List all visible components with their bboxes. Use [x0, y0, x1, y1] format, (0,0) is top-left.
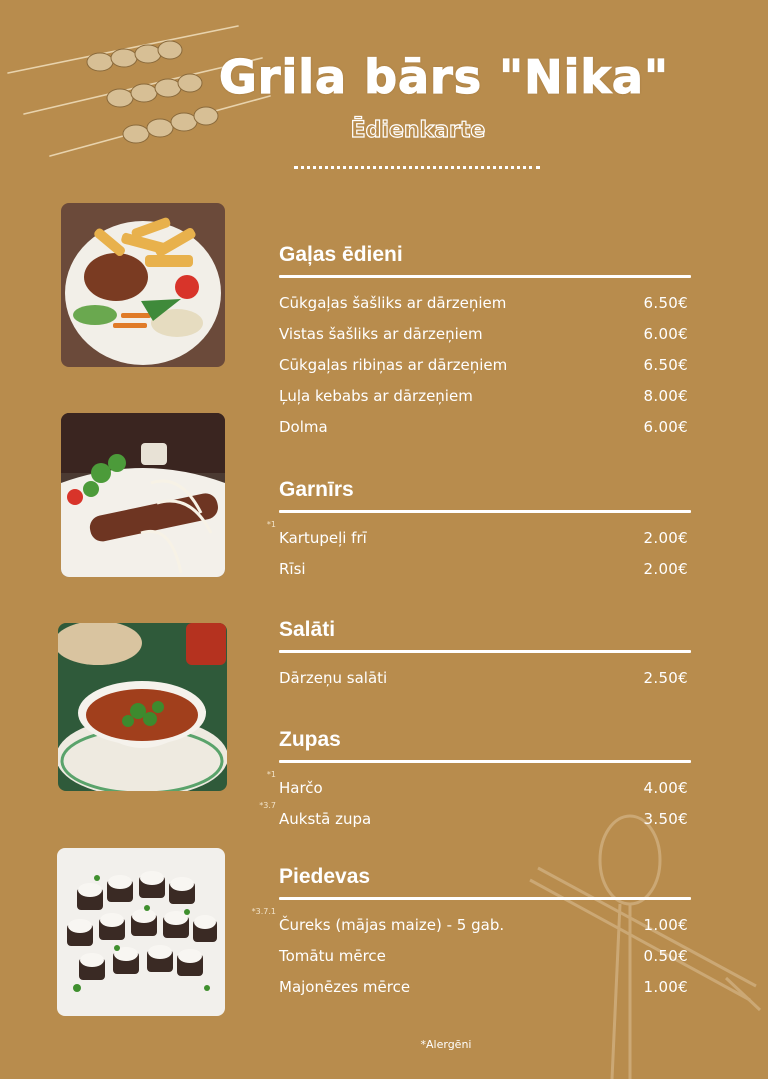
- item-price: 2.00€: [643, 560, 688, 578]
- dotted-divider: [294, 166, 540, 169]
- section-title: Garnīrs: [279, 478, 354, 501]
- item-name: Vistas šašliks ar dārzeņiem: [279, 325, 483, 343]
- menu-section: [259, 727, 691, 835]
- menu-section: [251, 864, 691, 1003]
- item-price: 2.50€: [643, 669, 688, 687]
- section-divider: [279, 275, 691, 278]
- menu-item: [279, 972, 691, 1003]
- section-divider: [279, 650, 691, 653]
- menu-item: [279, 412, 691, 443]
- item-price: 6.00€: [643, 418, 688, 436]
- item-price: 0.50€: [643, 947, 688, 965]
- menu-section: [279, 617, 691, 694]
- item-name: Cūkgaļas šašliks ar dārzeņiem: [279, 294, 507, 312]
- item-price: 4.00€: [643, 779, 688, 797]
- menu-item: [279, 381, 691, 412]
- menu-item: [279, 554, 691, 585]
- allergen-mark: *1: [266, 520, 276, 529]
- section-title: Piedevas: [279, 865, 371, 888]
- menu-item: [279, 319, 691, 350]
- item-price: 1.00€: [643, 978, 688, 996]
- menu-section: [266, 477, 691, 585]
- item-price: 6.50€: [643, 294, 688, 312]
- menu-section: [279, 242, 691, 443]
- item-name: Kartupeļi frī: [279, 529, 367, 547]
- menu-item: [279, 350, 691, 381]
- item-name: Tomātu mērce: [279, 947, 386, 965]
- item-price: 6.00€: [643, 325, 688, 343]
- menu-item: [251, 907, 691, 941]
- item-price: 6.50€: [643, 356, 688, 374]
- menu-item: [279, 288, 691, 319]
- item-name: Aukstā zupa: [279, 810, 372, 828]
- soup-bowl-photo: [58, 623, 227, 791]
- allergen-mark: *1: [266, 770, 276, 779]
- section-title: Salāti: [279, 618, 336, 641]
- menu-item: [279, 941, 691, 972]
- item-price: 2.00€: [643, 529, 688, 547]
- section-divider: [279, 760, 691, 763]
- item-name: Harčo: [279, 779, 323, 797]
- section-items: [279, 288, 691, 443]
- section-items: [279, 663, 691, 694]
- section-items: [266, 520, 691, 585]
- page-subtitle: Ēdienkarte: [350, 118, 486, 143]
- item-name: Ļuļa kebabs ar dārzeņiem: [279, 387, 473, 405]
- allergen-mark: *3.7.1: [251, 907, 276, 916]
- item-price: 8.00€: [643, 387, 688, 405]
- section-divider: [279, 510, 691, 513]
- menu-item: [266, 520, 691, 554]
- item-name: Čureks (mājas maize) - 5 gab.: [279, 916, 505, 934]
- section-title: Zupas: [279, 728, 341, 751]
- item-name: Majonēzes mērce: [279, 978, 411, 996]
- section-divider: [279, 897, 691, 900]
- lula-kebab-photo: [61, 413, 225, 577]
- item-name: Rīsi: [279, 560, 306, 578]
- menu-item: [259, 801, 691, 835]
- grill-plate-photo: [61, 203, 225, 367]
- item-name: Dolma: [279, 418, 328, 436]
- allergens-note: *Alergēni: [420, 1038, 472, 1051]
- section-items: [259, 770, 691, 835]
- section-items: [251, 907, 691, 1003]
- item-name: Dārzeņu salāti: [279, 669, 388, 687]
- menu-item: [266, 770, 691, 804]
- section-title: Gaļas ēdieni: [279, 243, 403, 266]
- item-price: 3.50€: [643, 810, 688, 828]
- menu-item: [279, 663, 691, 694]
- stuffed-appetizer-photo: [57, 848, 225, 1016]
- allergen-mark: *3.7: [259, 801, 276, 810]
- item-price: 1.00€: [643, 916, 688, 934]
- item-name: Cūkgaļas ribiņas ar dārzeņiem: [279, 356, 508, 374]
- page-title: Grila bārs "Nika": [219, 50, 669, 104]
